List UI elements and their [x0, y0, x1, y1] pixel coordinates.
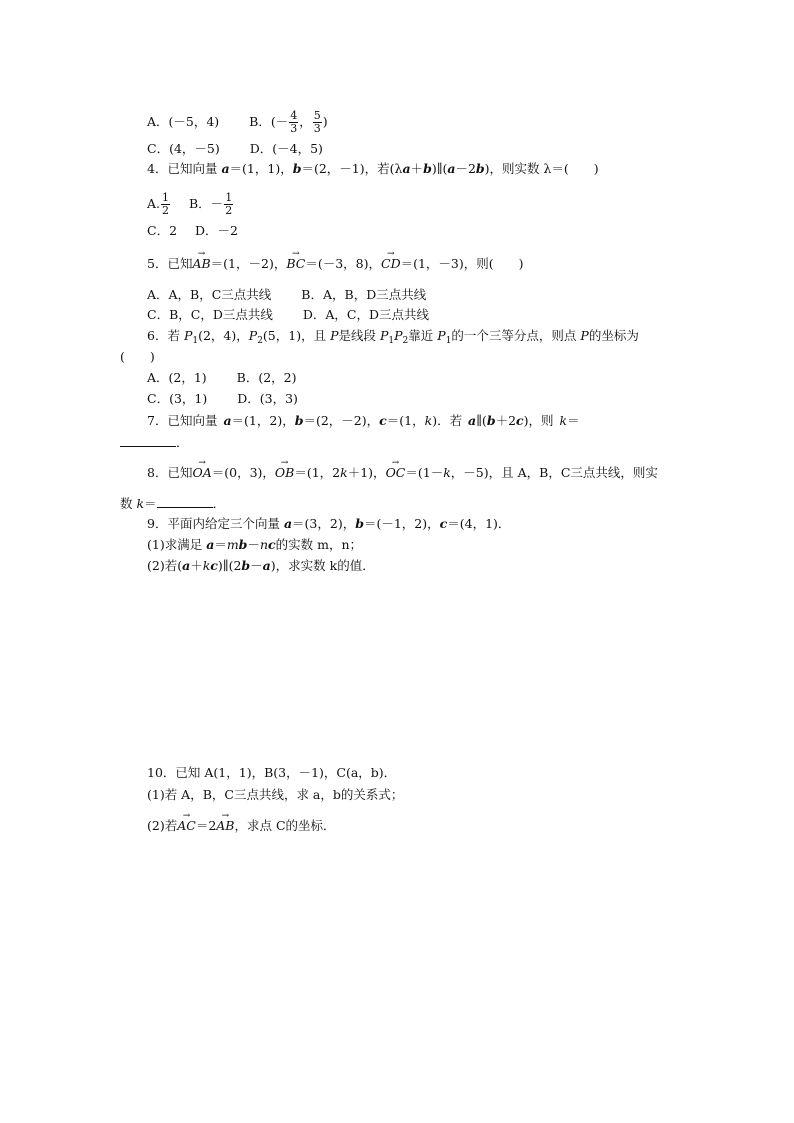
vector-cd: → CD — [381, 256, 401, 272]
q7-stem: 7．已知向量 a＝(1，2)，b＝(2，－2)，c＝(1，k)．若 a∥(b＋2c)，则 k＝ — [147, 413, 580, 428]
q10-stem: 10．已知 A(1，1)，B(3，－1)，C(a，b)． — [147, 765, 397, 780]
fraction: $\frac{1}{2}$ — [162, 191, 170, 217]
q8-stem: 8．已知→ OA＝(0，3)，→ OB＝(1，2k＋1)，→ OC＝(1－k，－5)，且 A，B，C三点共线，则实 — [147, 465, 658, 481]
q3-option-c: C．(4，－5) — [147, 141, 220, 156]
q3-options-row1 — [147, 110, 328, 135]
q5-option-d: D．A，C，D三点共线 — [302, 307, 429, 322]
q9-part1: (1)求满足 a＝mb－nc的实数 m，n； — [147, 537, 363, 552]
q4-option-d: D．－2 — [195, 223, 238, 238]
q10-part1: (1)若 A，B，C三点共线，求 a，b的关系式； — [147, 787, 404, 802]
vector-ab: → AB — [192, 256, 210, 272]
fraction: $\frac{5}{3}$ — [313, 109, 321, 135]
q4-stem: 4．已知向量 a＝(1，1)，b＝(2，－1)，若(λa＋b)∥(a－2b)，则实数 λ＝( ) — [147, 161, 599, 176]
q6-answer-paren: ( ) — [120, 349, 155, 364]
q4-options-row2 — [147, 223, 238, 239]
answer-blank[interactable] — [157, 495, 213, 508]
q4-option-b: B．－ $\frac{1}{2}$ — [189, 191, 233, 217]
vector-ab: → AB — [216, 818, 234, 834]
q3-options-row2 — [147, 141, 323, 157]
q3-option-b: B．(－ $\frac{4}{3}$ ， $\frac{5}{3}$ ) — [249, 109, 328, 135]
answer-blank[interactable] — [120, 434, 176, 447]
q10-part2: (2)若→ AC＝2→ AB，求点 C的坐标． — [147, 818, 336, 834]
q5-options-row1 — [147, 287, 426, 303]
q6-option-a: A．(2，1) — [147, 370, 207, 385]
vector-ob: → OB — [275, 465, 294, 481]
q6-options-row1 — [147, 370, 297, 386]
q5-options-row2 — [147, 307, 429, 323]
q9-part2: (2)若(a＋kc)∥(2b－a)，求实数 k的值． — [147, 558, 375, 573]
q3-option-d: D．(－4，5) — [249, 141, 323, 156]
q4-option-c: C．2 — [147, 223, 178, 238]
q9-stem: 9．平面内给定三个向量 a＝(3，2)，b＝(－1，2)，c＝(4，1)． — [147, 516, 511, 531]
vector-bc: → BC — [286, 256, 305, 272]
q4-option-a: A. $\frac{1}{2}$ — [147, 191, 170, 217]
fraction: $\frac{4}{3}$ — [290, 109, 298, 135]
q6-option-b: B．(2，2) — [236, 370, 297, 385]
fraction: $\frac{1}{2}$ — [225, 191, 233, 217]
vector-oc: → OC — [386, 465, 406, 481]
q5-stem: 5．已知→ AB＝(1，－2)，→ BC＝(－3，8)，→ CD＝(1，－3)，则( ) — [147, 256, 524, 272]
q4-options-row1 — [147, 192, 234, 217]
q5-option-c: C．B，C，D三点共线 — [147, 307, 273, 322]
q5-option-a: A．A，B，C三点共线 — [147, 287, 272, 302]
q6-option-d: D．(3，3) — [237, 391, 298, 406]
q6-option-c: C．(3，1) — [147, 391, 208, 406]
vector-oa: → OA — [192, 465, 211, 481]
q6-options-row2 — [147, 391, 298, 407]
q6-stem: 6．若 $P_1(2$，4)，$P_2(5$，1)，且 P是线段 $P_1P_2$靠近 $P_1$的一个三等分点，则点 P的坐标为 — [147, 328, 639, 346]
q7-answer-line: ． — [120, 434, 189, 451]
vector-ac: → AC — [177, 818, 196, 834]
q8-answer-line: 数 k＝ ． — [120, 496, 226, 511]
q5-option-b: B．A，B，D三点共线 — [301, 287, 427, 302]
q3-option-a: A．(－5，4) — [147, 114, 220, 129]
